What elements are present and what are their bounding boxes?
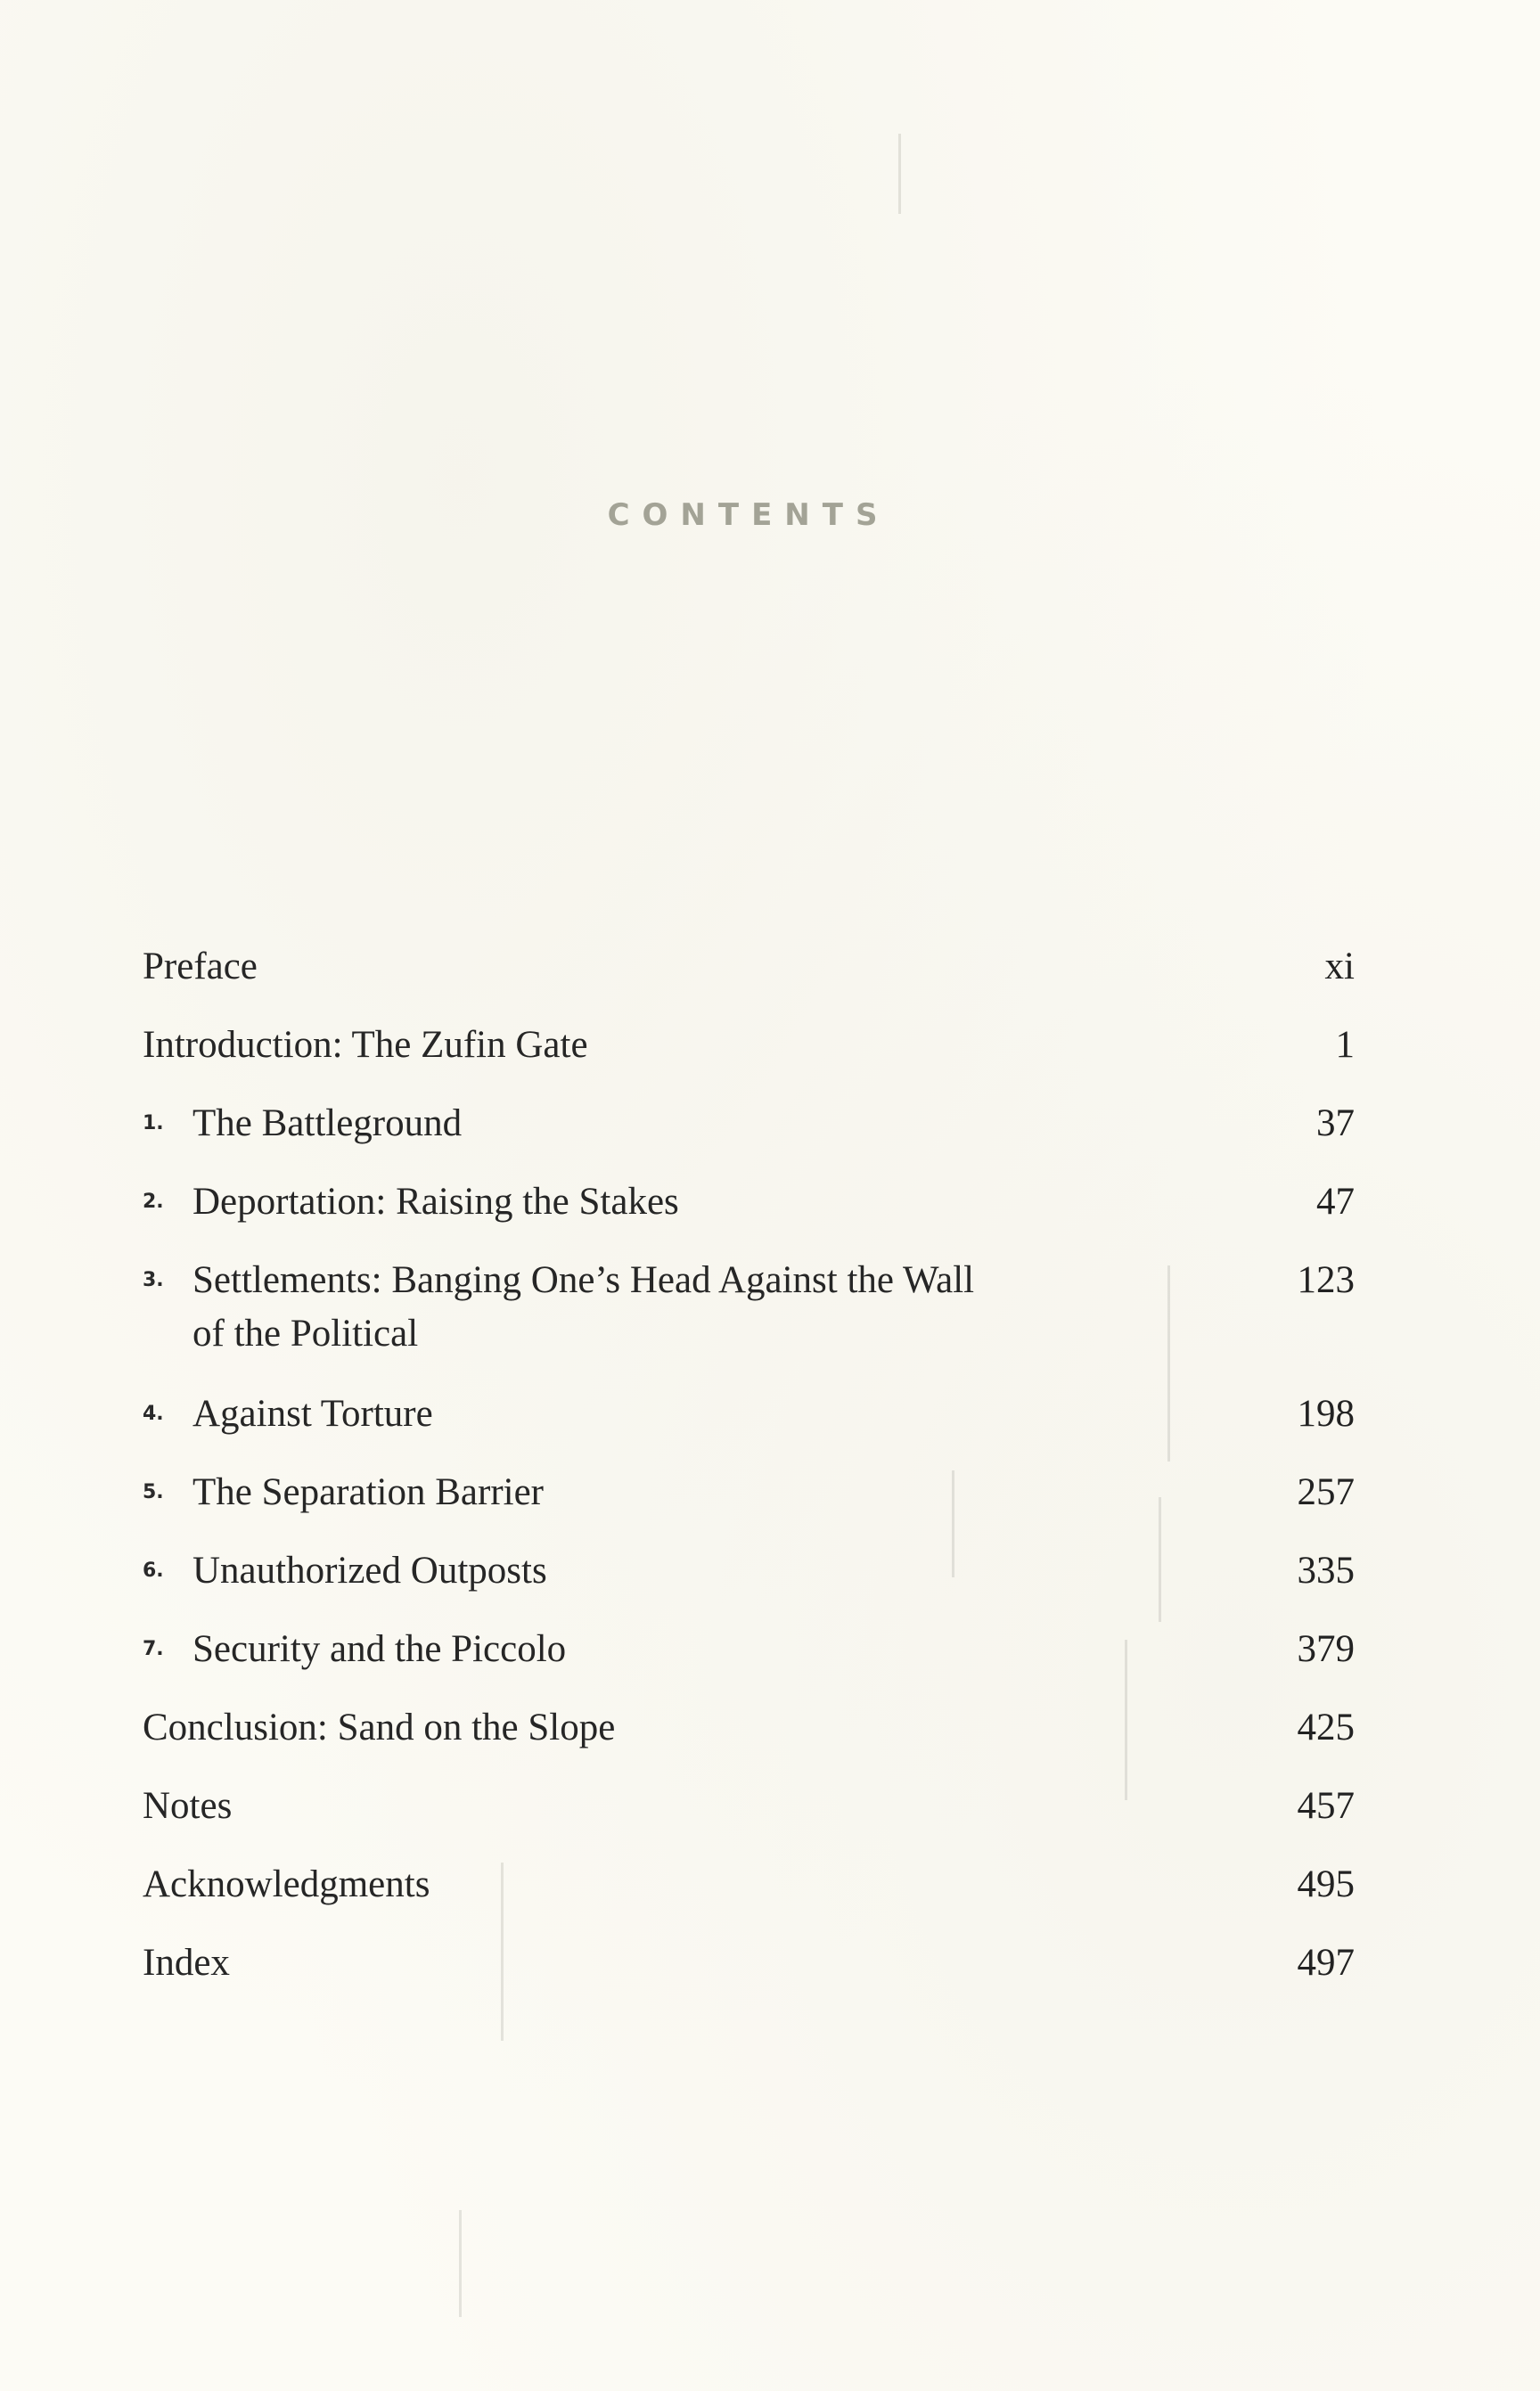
toc-entry-page: 47 — [1316, 1181, 1355, 1223]
toc-entry-title: Index — [143, 1942, 230, 1984]
toc-entry-title-wrap — [143, 1544, 547, 1598]
toc-entry-page: 123 — [1297, 1259, 1355, 1301]
toc-entry-title: Conclusion: Sand on the Slope — [143, 1707, 616, 1748]
contents-heading: CONTENTS — [607, 497, 890, 533]
scan-artifact — [459, 2210, 462, 2317]
toc-entry-title-wrap — [143, 1701, 615, 1755]
toc-entry-page: 198 — [1297, 1393, 1355, 1435]
toc-entry-title-wrap — [143, 1254, 977, 1361]
toc-entry-title: Settlements: Banging One’s Head Against the Wall of the Political — [192, 1259, 975, 1355]
toc-entry-chapter-3[interactable] — [143, 1254, 1355, 1361]
toc-entry-chapter-7[interactable] — [143, 1623, 1355, 1676]
toc-entry-title-wrap — [143, 940, 258, 994]
chapter-number: 4. — [143, 1403, 164, 1425]
toc-entry-preface[interactable] — [143, 940, 1355, 994]
toc-entry-title-wrap — [143, 1019, 588, 1072]
chapter-number: 6. — [143, 1560, 164, 1582]
toc-entry-title: Deportation: Raising the Stakes — [192, 1181, 679, 1223]
toc-entry-chapter-1[interactable] — [143, 1097, 1355, 1150]
toc-entry-title: Preface — [143, 946, 258, 987]
toc-entry-page: 1 — [1335, 1024, 1355, 1066]
chapter-number: 5. — [143, 1481, 164, 1503]
chapter-number: 7. — [143, 1638, 164, 1660]
toc-entry-title-wrap — [143, 1388, 433, 1441]
toc-entry-chapter-2[interactable] — [143, 1175, 1355, 1229]
toc-entry-page: 457 — [1297, 1785, 1355, 1827]
toc-entry-page: 37 — [1316, 1102, 1355, 1144]
toc-entry-page: 497 — [1297, 1942, 1355, 1984]
toc-entry-title-wrap — [143, 1623, 566, 1676]
toc-entry-acknowledgments[interactable] — [143, 1858, 1355, 1912]
chapter-number: 3. — [143, 1269, 164, 1291]
toc-entry-index[interactable] — [143, 1937, 1355, 1990]
toc-entry-title: Unauthorized Outposts — [192, 1550, 547, 1592]
toc-entry-title: Against Torture — [192, 1393, 433, 1435]
toc-entry-conclusion[interactable] — [143, 1701, 1355, 1755]
toc-entry-introduction[interactable] — [143, 1019, 1355, 1072]
toc-entry-title: Introduction: The Zufin Gate — [143, 1024, 588, 1066]
toc-entry-chapter-6[interactable] — [143, 1544, 1355, 1598]
toc-entry-page: 257 — [1297, 1471, 1355, 1513]
toc-entry-page: 495 — [1297, 1863, 1355, 1905]
toc-entry-title-wrap — [143, 1858, 430, 1912]
toc-entry-title-wrap — [143, 1097, 462, 1150]
toc-entry-chapter-4[interactable] — [143, 1388, 1355, 1441]
toc-entry-page: 425 — [1297, 1707, 1355, 1748]
toc-entry-title-wrap — [143, 1466, 544, 1519]
toc-entry-title-wrap — [143, 1780, 232, 1833]
table-of-contents — [143, 940, 1355, 2015]
toc-entry-chapter-5[interactable] — [143, 1466, 1355, 1519]
chapter-number: 1. — [143, 1112, 164, 1134]
toc-entry-page: 379 — [1297, 1628, 1355, 1670]
toc-entry-page: 335 — [1297, 1550, 1355, 1592]
toc-entry-title: The Battleground — [192, 1102, 463, 1144]
toc-entry-title-wrap — [143, 1175, 679, 1229]
toc-entry-title: Notes — [143, 1785, 233, 1827]
toc-entry-notes[interactable] — [143, 1780, 1355, 1833]
toc-entry-title: Acknowledgments — [143, 1863, 430, 1905]
toc-entry-title: Security and the Piccolo — [192, 1628, 567, 1670]
chapter-number: 2. — [143, 1191, 164, 1213]
toc-entry-title: The Separation Barrier — [192, 1471, 544, 1513]
scan-artifact — [898, 134, 901, 214]
toc-entry-title-wrap — [143, 1937, 230, 1990]
toc-entry-page: xi — [1324, 946, 1355, 987]
